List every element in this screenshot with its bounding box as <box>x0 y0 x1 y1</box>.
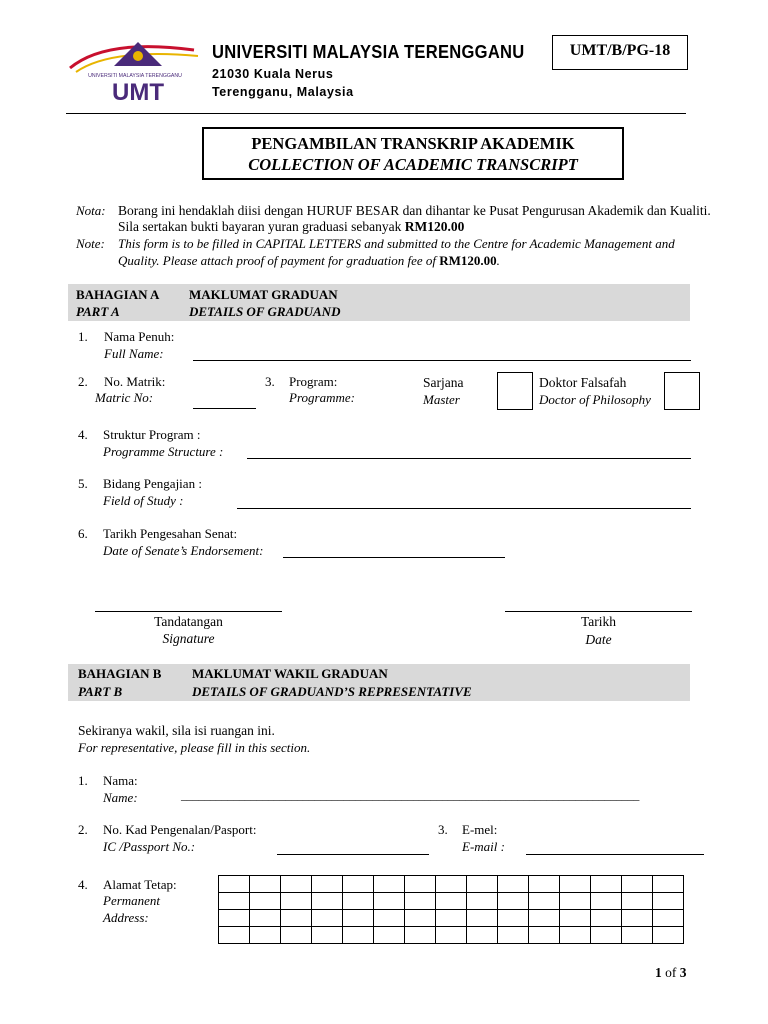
address-grid-cell[interactable] <box>312 876 343 893</box>
rep-name-number: 1. <box>78 773 88 788</box>
address-grid-cell[interactable] <box>281 876 312 893</box>
field-of-study-label-english: Field of Study : <box>103 493 184 508</box>
university-name: UNIVERSITI MALAYSIA TERENGGANU <box>212 42 525 62</box>
svg-text:UNIVERSITI MALAYSIA TERENGGANU: UNIVERSITI MALAYSIA TERENGGANU <box>88 73 182 79</box>
note-english-label: Note: <box>76 236 105 251</box>
address-grid-cell[interactable] <box>560 893 591 910</box>
svg-text:UMT: UMT <box>112 79 164 104</box>
rep-address-label: Alamat Tetap: <box>103 877 177 892</box>
address-grid-cell[interactable] <box>622 893 653 910</box>
rep-name-label-english: Name: <box>103 790 138 805</box>
rep-ic-label: No. Kad Pengenalan/Pasport: <box>103 822 257 837</box>
address-grid-cell[interactable] <box>560 927 591 944</box>
senate-date-label-english: Date of Senate’s Endorsement: <box>103 543 264 558</box>
address-grid-cell[interactable] <box>436 927 467 944</box>
structure-number: 4. <box>78 427 88 442</box>
part-a-title-english: DETAILS OF GRADUAND <box>189 304 341 319</box>
address-grid-cell[interactable] <box>343 893 374 910</box>
address-grid-cell[interactable] <box>467 927 498 944</box>
matric-label-english: Matric No: <box>95 390 154 405</box>
part-a-label-malay: BAHAGIAN A <box>76 287 160 302</box>
master-label: Sarjana <box>423 375 464 390</box>
signature-label: Tandatangan <box>154 614 223 629</box>
date-label: Tarikh <box>580 614 617 629</box>
address-grid-cell[interactable] <box>560 910 591 927</box>
address-grid-cell[interactable] <box>405 876 436 893</box>
address-grid-row <box>219 910 684 927</box>
note-malay-line1: Borang ini hendaklah diisi dengan HURUF BESAR dan dihantar ke Pusat Pengurusan Akademik dan Kualiti. <box>118 203 711 218</box>
note-malay-label: Nota: <box>76 203 106 218</box>
note-english-amount: RM120.00 <box>439 253 497 268</box>
address-grid-cell[interactable] <box>653 927 684 944</box>
address-grid-cell[interactable] <box>529 893 560 910</box>
title-malay: PENGAMBILAN TRANSKRIP AKADEMIK <box>251 134 575 153</box>
full-name-label: Nama Penuh: <box>104 329 175 344</box>
senate-date-field[interactable] <box>283 557 505 558</box>
address-grid-cell[interactable] <box>343 910 374 927</box>
rep-email-field[interactable] <box>526 854 704 855</box>
address-grid-cell[interactable] <box>405 910 436 927</box>
full-name-field[interactable] <box>193 360 691 361</box>
address-grid-cell[interactable] <box>467 876 498 893</box>
address-grid-cell[interactable] <box>219 876 250 893</box>
address-grid-cell[interactable] <box>281 910 312 927</box>
address-grid-cell[interactable] <box>312 893 343 910</box>
rep-ic-number: 2. <box>78 822 88 837</box>
page-of: of <box>665 965 677 980</box>
note-english-period: . <box>496 253 500 268</box>
address-grid-row <box>219 893 684 910</box>
address-grid-cell[interactable] <box>498 910 529 927</box>
matric-field[interactable] <box>193 408 256 409</box>
address-grid-cell[interactable] <box>498 876 529 893</box>
title-english: COLLECTION OF ACADEMIC TRANSCRIPT <box>248 155 578 174</box>
address-grid-cell[interactable] <box>529 876 560 893</box>
page-number <box>655 965 687 981</box>
part-a-title-malay: MAKLUMAT GRADUAN <box>189 287 338 302</box>
structure-label: Struktur Program : <box>103 427 201 442</box>
address-grid-row <box>219 927 684 944</box>
senate-date-label: Tarikh Pengesahan Senat: <box>103 526 238 541</box>
address-grid-cell[interactable] <box>591 927 622 944</box>
rep-ic-label-english: IC /Passport No.: <box>103 839 196 854</box>
rep-address-label-english-2: Address: <box>103 910 149 925</box>
matric-number: 2. <box>78 374 88 389</box>
master-label-english: Master <box>423 392 460 407</box>
full-name-label-english: Full Name: <box>104 346 164 361</box>
signature-field[interactable] <box>95 611 282 612</box>
part-a-header-band <box>68 284 690 321</box>
address-grid-cell[interactable] <box>219 910 250 927</box>
master-checkbox[interactable] <box>497 372 533 410</box>
programme-label-english: Programme: <box>289 390 355 405</box>
part-b-intro-english: For representative, please fill in this section. <box>78 740 311 755</box>
address-grid-cell[interactable] <box>622 910 653 927</box>
programme-number: 3. <box>265 374 275 389</box>
address-grid-cell[interactable] <box>374 910 405 927</box>
signature-label-english: Signature <box>162 631 215 646</box>
address-grid-cell[interactable] <box>529 927 560 944</box>
part-b-title-malay: MAKLUMAT WAKIL GRADUAN <box>192 666 388 681</box>
address-grid-cell[interactable] <box>622 876 653 893</box>
note-malay-amount: RM120.00 <box>404 219 465 234</box>
note-malay-line2 <box>118 219 464 235</box>
umt-logo <box>66 36 204 104</box>
address-grid-cell[interactable] <box>250 893 281 910</box>
rep-address-grid <box>218 875 684 944</box>
field-of-study-field[interactable] <box>237 508 691 509</box>
part-b-label-english: PART B <box>78 684 123 699</box>
part-b-label-malay: BAHAGIAN B <box>78 666 162 681</box>
address-grid-cell[interactable] <box>343 927 374 944</box>
address-grid-cell[interactable] <box>281 927 312 944</box>
address-grid-cell[interactable] <box>250 910 281 927</box>
address-grid-cell[interactable] <box>467 893 498 910</box>
matric-label: No. Matrik: <box>104 374 166 389</box>
doctor-label: Doktor Falsafah <box>539 375 627 390</box>
address-grid-cell[interactable] <box>405 927 436 944</box>
address-grid-cell[interactable] <box>343 876 374 893</box>
structure-label-english: Programme Structure : <box>103 444 224 459</box>
address-grid-cell[interactable] <box>529 910 560 927</box>
address-grid-cell[interactable] <box>498 927 529 944</box>
university-address-line1: 21030 Kuala Nerus <box>212 67 334 81</box>
address-grid-cell[interactable] <box>591 876 622 893</box>
part-b-intro-malay: Sekiranya wakil, sila isi ruangan ini. <box>78 723 275 738</box>
address-grid-cell[interactable] <box>312 910 343 927</box>
address-grid-cell[interactable] <box>312 927 343 944</box>
rep-email-number: 3. <box>438 822 448 837</box>
rep-address-label-english-1: Permanent <box>103 893 161 908</box>
note-malay-line2-text: Sila sertakan bukti bayaran yuran graduasi sebanyak <box>118 219 402 234</box>
page-total: 3 <box>679 965 687 980</box>
address-grid-cell[interactable] <box>374 927 405 944</box>
structure-field[interactable] <box>247 458 691 459</box>
address-grid-cell[interactable] <box>250 927 281 944</box>
note-english-line2-text: Quality. Please attach proof of payment for graduation fee of <box>118 253 436 268</box>
doctor-checkbox[interactable] <box>664 372 700 410</box>
address-grid-cell[interactable] <box>653 876 684 893</box>
address-grid-cell[interactable] <box>560 876 591 893</box>
address-grid-cell[interactable] <box>405 893 436 910</box>
part-a-label-english: PART A <box>76 304 120 319</box>
address-grid-cell[interactable] <box>281 893 312 910</box>
address-grid-cell[interactable] <box>374 893 405 910</box>
note-english-line2 <box>118 253 500 269</box>
field-of-study-number: 5. <box>78 476 88 491</box>
page-current: 1 <box>655 965 662 980</box>
address-grid-cell[interactable] <box>436 893 467 910</box>
address-grid-cell[interactable] <box>436 876 467 893</box>
full-name-number: 1. <box>78 329 88 344</box>
part-b-title-english: DETAILS OF GRADUAND’S REPRESENTATIVE <box>192 684 472 699</box>
senate-date-number: 6. <box>78 526 88 541</box>
address-grid-cell[interactable] <box>436 910 467 927</box>
address-grid-cell[interactable] <box>374 876 405 893</box>
address-grid-cell[interactable] <box>219 893 250 910</box>
address-grid-cell[interactable] <box>653 910 684 927</box>
rep-email-label: E-mel: <box>462 822 498 837</box>
header-divider <box>66 113 686 114</box>
date-label-english: Date <box>585 632 612 647</box>
rep-address-number: 4. <box>78 877 88 892</box>
date-field[interactable] <box>505 611 692 612</box>
address-grid-cell[interactable] <box>622 927 653 944</box>
rep-ic-field[interactable] <box>277 854 429 855</box>
address-grid-cell[interactable] <box>219 927 250 944</box>
address-grid-cell[interactable] <box>591 893 622 910</box>
form-code: UMT/B/PG-18 <box>569 42 671 59</box>
address-grid-cell[interactable] <box>467 910 498 927</box>
rep-name-label: Nama: <box>103 773 138 788</box>
rep-name-field[interactable]: _______________________________________________________________________________ <box>181 788 640 802</box>
university-address-line2: Terengganu, Malaysia <box>212 85 354 99</box>
rep-email-label-english: E-mail : <box>462 839 505 854</box>
address-grid-cell[interactable] <box>498 893 529 910</box>
address-grid-cell[interactable] <box>591 910 622 927</box>
address-grid-row <box>219 876 684 893</box>
programme-label: Program: <box>289 374 338 389</box>
note-english-line1: This form is to be filled in CAPITAL LETTERS and submitted to the Centre for Academic Management and <box>118 236 675 251</box>
address-grid-cell[interactable] <box>250 876 281 893</box>
address-grid-cell[interactable] <box>653 893 684 910</box>
field-of-study-label: Bidang Pengajian : <box>103 476 202 491</box>
doctor-label-english: Doctor of Philosophy <box>539 392 651 407</box>
